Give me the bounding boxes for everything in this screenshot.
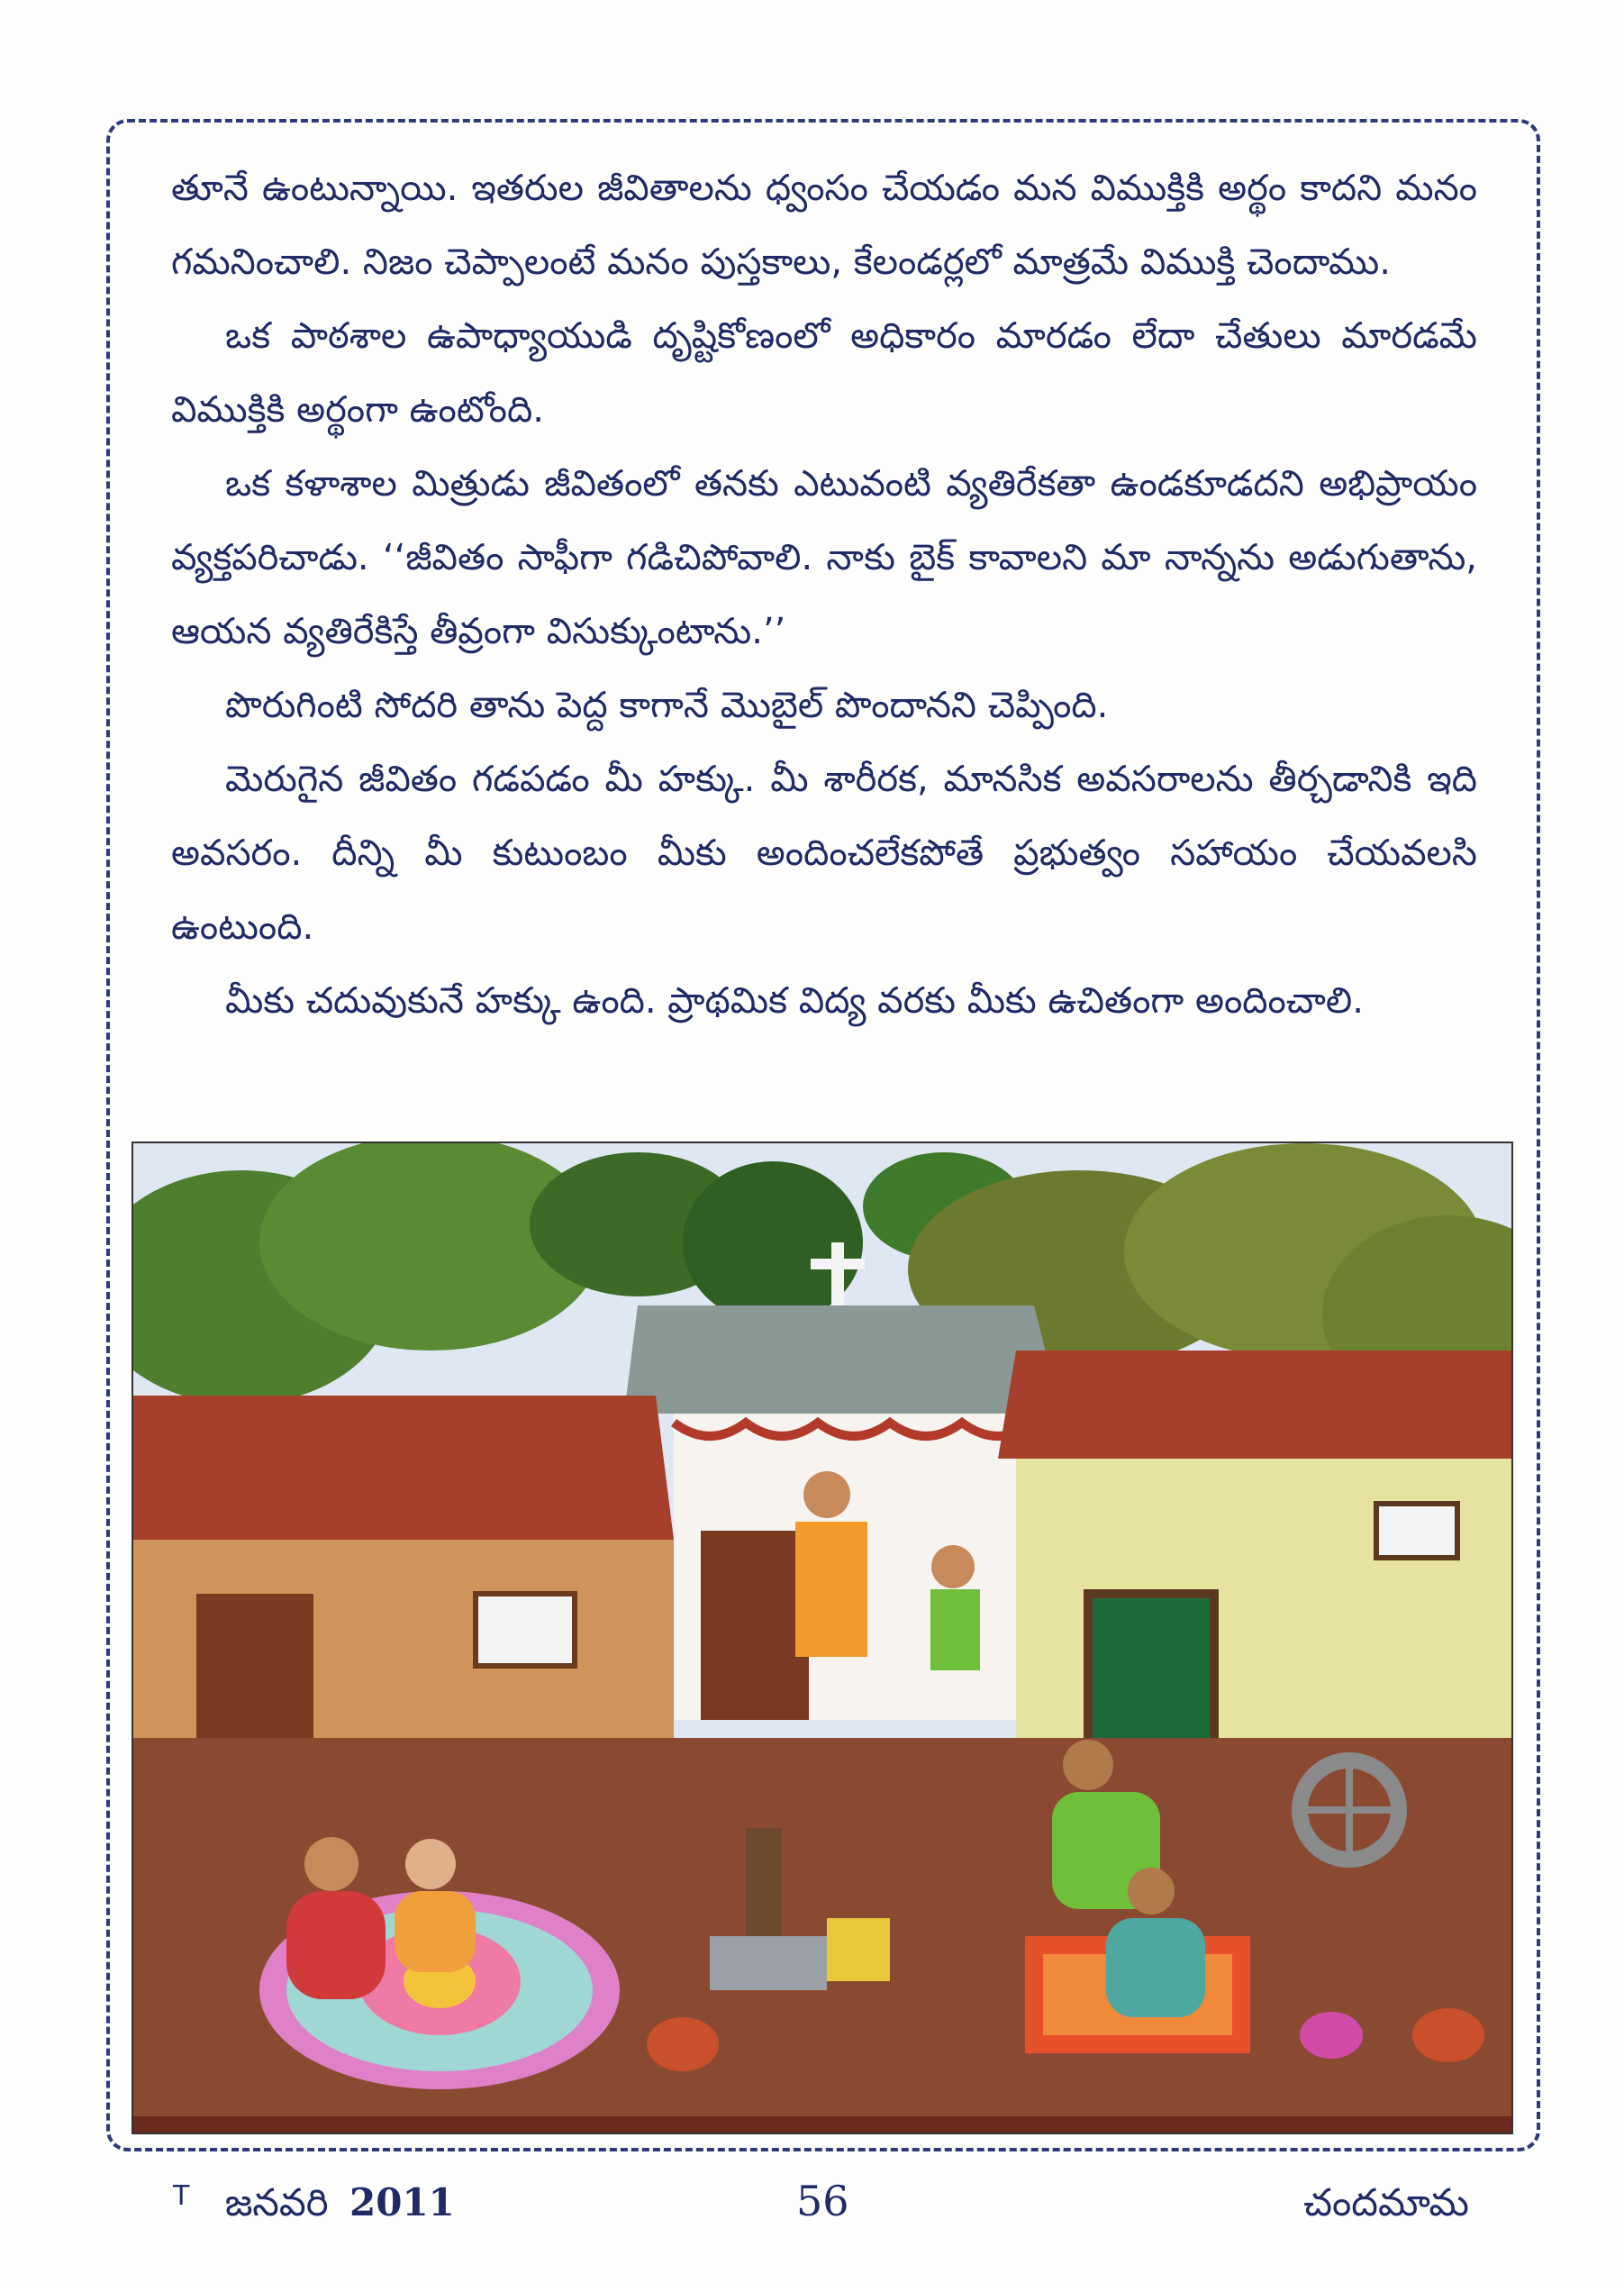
right-roof <box>998 1351 1511 1459</box>
village-illustration <box>132 1142 1513 2134</box>
center-roof <box>624 1305 1061 1414</box>
magazine-name: చందమామ <box>1303 2180 1469 2224</box>
decorative-border <box>133 2116 1511 2133</box>
cart-wheel <box>1300 1760 1399 1860</box>
footer-marker: T <box>173 2180 190 2212</box>
article-text <box>171 151 1477 1038</box>
left-door <box>196 1594 313 1747</box>
page-number: 56 <box>796 2177 849 2225</box>
footer-month: జనవరి <box>224 2180 329 2224</box>
paragraph: పొరుగింటి సోదరి తాను పెద్ద కాగానే మొబైల్ పొందానని చెప్పింది. <box>225 685 1109 726</box>
paragraph: ఒక పాఠశాల ఉపాధ్యాయుడి దృష్టికోణంలో అధికారం మారడం లేదా చేతులు మారడమే విముక్తికి అర్థంగా ఉంటోంది. <box>171 315 1477 431</box>
paragraph: మీకు చదువుకునే హక్కు ఉంది. ప్రాథమిక విద్య వరకు మీకు ఉచితంగా అందించాలి. <box>225 980 1364 1022</box>
paragraph: తూనే ఉంటున్నాయి. ఇతరుల జీవితాలను ధ్వంసం చేయడం మన విముక్తికి అర్థం కాదని మనం గమనించాలి. నిజం చెప్పాలంటే మనం పుస్తకాలు, కేలండర్లలో మాత్రమే విముక్తి చెందాము. <box>171 168 1477 283</box>
footer-date <box>173 2180 455 2234</box>
paragraph: ఒక కళాశాల మిత్రుడు జీవితంలో తనకు ఎటువంటి వ్యతిరేకతా ఉండకూడదని అభిప్రాయం వ్యక్తపరిచాడు. ‘‘జీవితం సాఫీగా గడిచిపోవాలి. నాకు బైక్ కావాలని మా నాన్నను అడుగుతాను, ఆయన వ్యతిరేకిస్తే తీవ్రంగా విసుక్కుంటాను.’’ <box>171 463 1477 652</box>
right-door <box>1088 1594 1214 1756</box>
left-roof <box>133 1396 674 1540</box>
paragraph: మెరుగైన జీవితం గడపడం మీ హక్కు. మీ శారీరక, మానసిక అవసరాలను తీర్చడానికి ఇది అవసరం. దీన్ని మీ కుటుంబం మీకు అందించలేకపోతే ప్రభుత్వం సహాయం చేయవలసి ఉంటుంది. <box>171 759 1477 948</box>
footer-year: 2011 <box>349 2180 455 2224</box>
center-door <box>701 1531 809 1720</box>
